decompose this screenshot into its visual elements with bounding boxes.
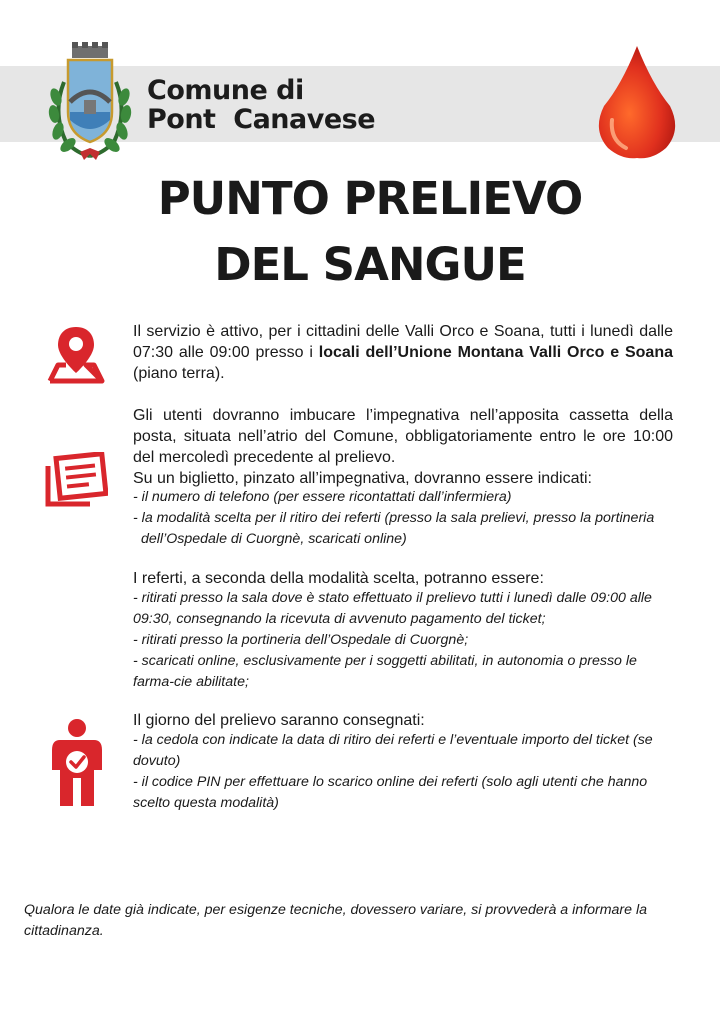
- documents-item-mode: - la modalità scelta per il ritiro dei referti (presso la sala prelievi, presso la portineria: [133, 510, 655, 526]
- delivery-intro: Il giorno del prelievo saranno consegnati:: [133, 712, 425, 729]
- documents-list-intro: Su un biglietto, pinzato all’impegnativa, dovranno essere indicati:: [133, 470, 592, 487]
- results-intro: I referti, a seconda della modalità scelta, potranno essere:: [133, 570, 544, 587]
- location-text-2: (piano terra).: [133, 365, 225, 382]
- delivery-item-pin: - il codice PIN per effettuare lo scarico online dei referti (solo agli utenti che hanno scelto questa modalità): [133, 774, 648, 811]
- location-pin-icon: [44, 323, 108, 385]
- documents-paragraph: Gli utenti dovranno imbucare l’impegnativa nell’apposita cassetta della posta, situata nell’atrio del Comune, obbligatoriamente entro le ore 10:00 del mercoledì precedente al prelievo.: [133, 407, 673, 466]
- comune-name: [147, 76, 375, 134]
- documents-item-phone: - il numero di telefono (per essere ricontattati dall’infermiera): [133, 489, 512, 505]
- documents-item-mode-cont: dell’Ospedale di Cuorgnè, scaricati online): [141, 531, 407, 547]
- documents-icon: [44, 452, 108, 508]
- blood-drop-icon: [596, 44, 678, 160]
- delivery-item-coupon: - la cedola con indicate la data di ritiro dei referti e l’eventuale importo del ticket (se dovuto): [133, 732, 653, 769]
- footer-note: Qualora le date già indicate, per esigenze tecniche, dovessero variare, si provvederà a informare la cittadinanza.: [24, 902, 648, 939]
- location-text-1: Il servizio è attivo, per i cittadini delle Valli Orco e Soana, tutti i lunedì dalle 07:30 alle 09:00 presso i: [133, 323, 673, 361]
- location-paragraph: [133, 321, 673, 384]
- location-venue: locali dell’Unione Montana Valli Orco e Soana: [318, 344, 673, 361]
- page-title-line1: PUNTO PRELIEVO: [157, 172, 583, 225]
- person-check-icon: [50, 718, 104, 808]
- page-title-line2: DEL SANGUE: [214, 238, 526, 291]
- results-item-online: - scaricati online, esclusivamente per i soggetti abilitati, in autonomia o presso le farma-cie abilitate;: [133, 653, 637, 690]
- results-item-room: - ritirati presso la sala dove è stato effettuato il prelievo tutti i lunedì dalle 09:00 alle 09:30, consegnando la ricevuta di avvenuto pagamento del ticket;: [133, 590, 652, 627]
- crest-logo: [44, 42, 136, 162]
- comune-line1: Comune di: [147, 75, 304, 106]
- comune-line2: Pont Canavese: [147, 104, 376, 135]
- results-item-lodge: - ritirati presso la portineria dell’Ospedale di Cuorgnè;: [133, 632, 469, 648]
